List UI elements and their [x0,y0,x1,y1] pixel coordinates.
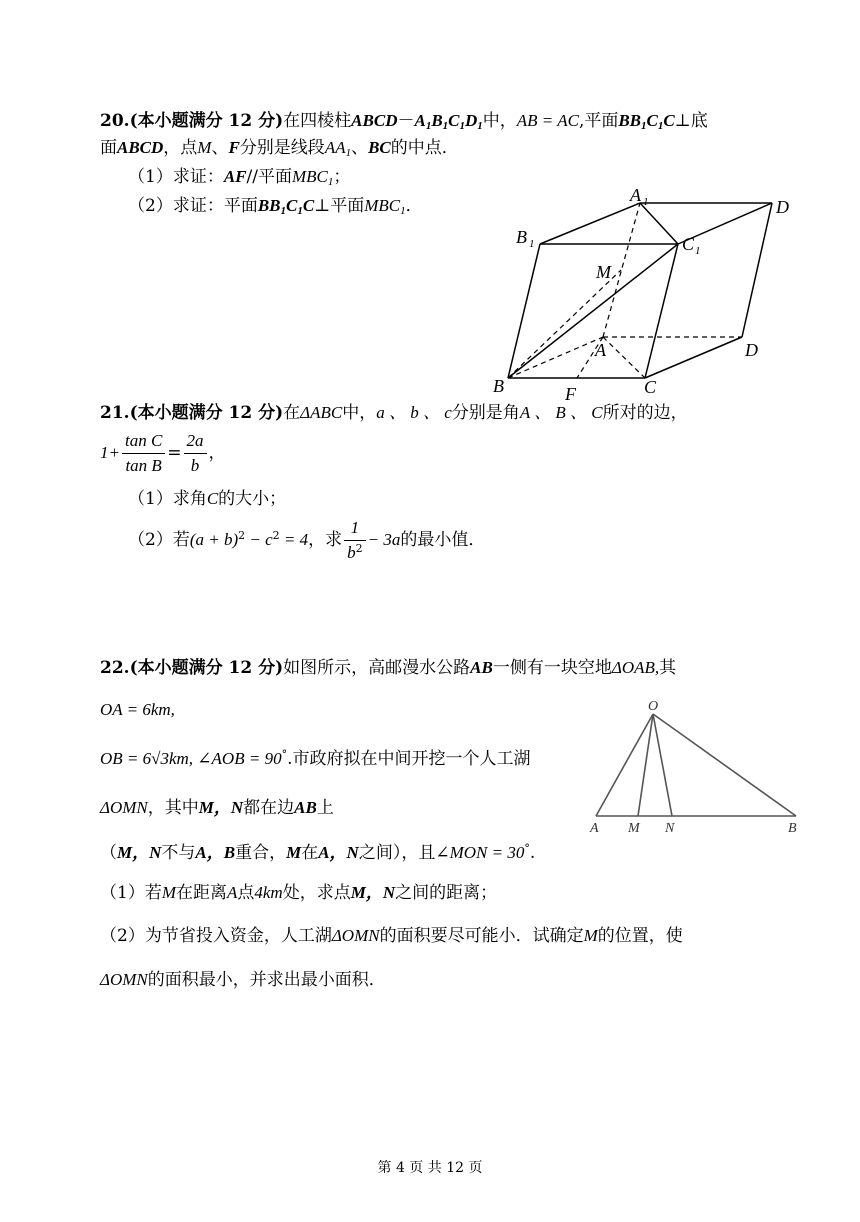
min-fraction: $\frac{1}{b^2}$ [344,516,366,565]
q20-line1: 20.(本小题满分 12 分)在四棱柱$ABCD-A_1B_1C_1D_1$中，AB = AC,平面$BB_1C_1C\perp$底 [100,111,708,132]
edge-ac [603,337,645,378]
label-a: A [595,340,606,360]
label-c: C [644,377,657,397]
label-a1-sub: 1 [643,196,649,208]
label-b: B [788,821,797,836]
q20-line2: 面ABCD，点M、F分别是线段$AA_1$、BC的中点． [100,138,459,159]
edge-ba [508,337,603,378]
label-c1: C [682,234,695,254]
edge-cd [645,337,742,378]
edge-cc1 [645,244,678,378]
page-footer: 第 4 页 共 12 页 [377,1160,483,1176]
edge-a1-c1 [640,203,678,244]
side-ob [653,714,796,816]
q22-part3: ΔOMN的面积最小，并求出最小面积． [100,970,386,990]
q20-part1: （1）求证：AF//平面$MBC_1$； [128,167,351,188]
q22-line2: OA = 6km, [100,700,175,719]
label-d1: D [776,197,789,217]
triangle-figure [580,690,810,840]
label-a1: A [630,185,641,205]
q21-part1: （1）求角C的大小； [128,489,287,509]
edge-b1-a1 [540,203,640,244]
tan-fraction: $\frac{\text{tan C}}{\text{tan B}}$ [122,429,165,478]
label-a: A [590,821,599,836]
q22-part1: （1）若M在距离A点4km处，求点M，N之间的距离； [100,883,498,903]
q22-line5: （M，N不与A，B重合，M在A，N之间），且∠MON = 30°. [100,842,536,863]
edge-bb1 [508,244,540,378]
label-o: O [648,699,659,714]
label-n: N [665,821,675,836]
edge-bm [508,270,621,378]
ratio-fraction: $\frac{2a}{b}$ [184,429,207,478]
prism-figure [490,180,820,405]
segment-on [653,714,672,816]
label-m: M [596,262,611,282]
q22-part2: （2）为节省投入资金，人工湖ΔOMN的面积要尽可能小．试确定M的位置，使 [100,926,683,946]
label-d: D [745,340,758,360]
q21-part2: （2）若$(a + b)^2 - c^2 = 4$，求 $\frac{1}{b^2}$ − 3a的最小值． [128,515,485,565]
q22-line1: 22.(本小题满分 12 分)如图所示，高邮漫水公路AB一侧有一块空地ΔOAB,其 [100,658,677,678]
q21-formula: 1+ $\frac{\text{tan C}}{\text{tan B}}$ = $\frac{2a}{b}$ ， [100,428,226,478]
side-oa [596,714,653,816]
label-f: F [565,384,576,404]
segment-om [638,714,653,816]
label-m: M [628,821,640,836]
q22-line3: OB = 6√3km, ∠AOB = 90°.市政府拟在中间开挖一个人工湖 [100,748,531,769]
edge-bc1 [508,244,678,378]
q20-part2: （2）求证：平面$BB_1C_1C\perp$平面$MBC_1$． [128,196,423,217]
label-b1-sub: 1 [529,238,535,250]
label-b1: B [516,227,527,247]
edge-dd1 [742,203,772,337]
q22-line4: ΔOMN，其中M，N都在边AB上 [100,798,334,818]
label-c1-sub: 1 [695,245,701,257]
q21-line1: 21.(本小题满分 12 分)在ΔABC中，a 、 b 、 c分别是角A 、 B 、 C所对的边， [100,403,688,423]
label-b: B [493,376,504,396]
